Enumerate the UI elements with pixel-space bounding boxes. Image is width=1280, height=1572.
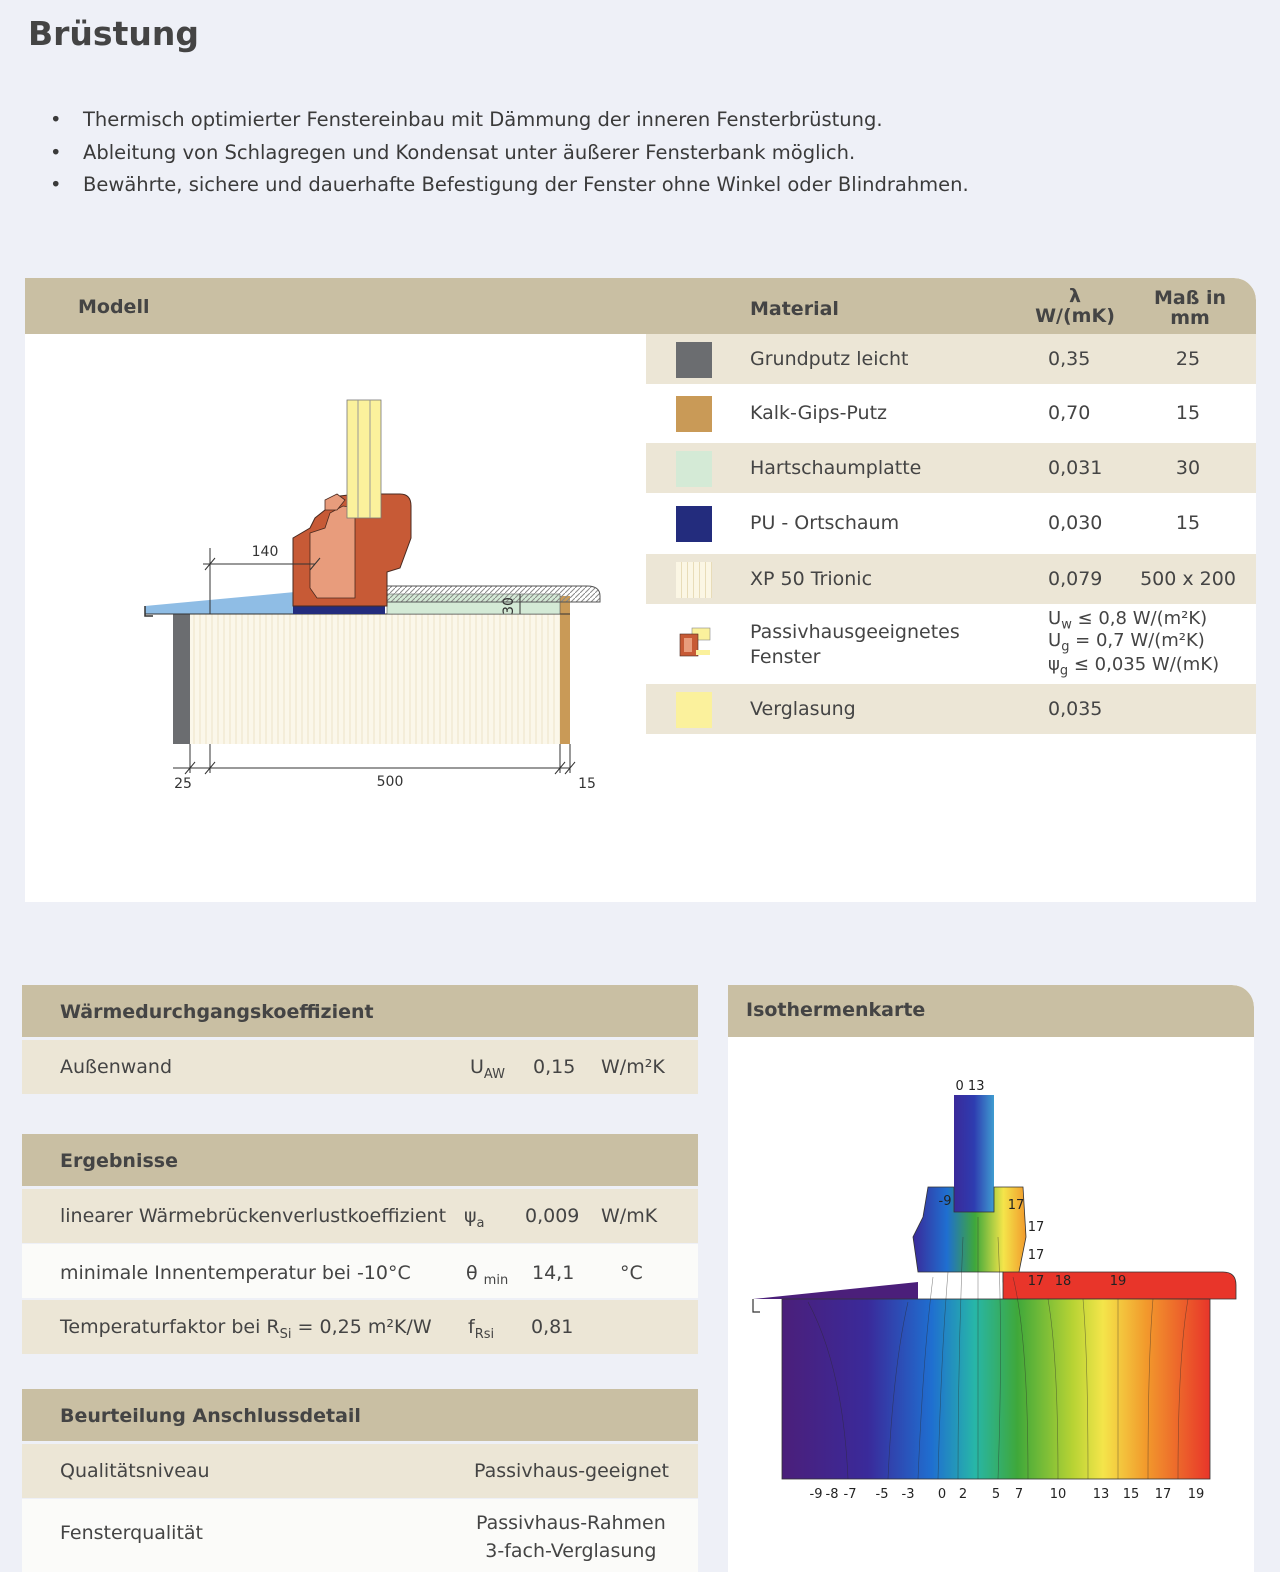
result-label: minimale Innentemperatur bei -10°C [60, 1262, 411, 1284]
material-lambda: 0,035 [1048, 698, 1103, 720]
size-heading [1135, 288, 1245, 328]
result-row [22, 1300, 698, 1354]
scale-label: 13 [1092, 1487, 1110, 1502]
scale-label: -9 [809, 1487, 823, 1502]
scale-label: -5 [875, 1487, 889, 1502]
uw-value: $U_w \le 0,8$ W/(m²K) [1048, 608, 1208, 633]
lambda-heading [1025, 286, 1125, 326]
material-lambda: 0,030 [1048, 512, 1103, 534]
material-swatch [676, 506, 712, 542]
material-size: 500 x 200 [1140, 568, 1236, 590]
symbol-main: ψ [464, 1205, 477, 1227]
model-heading: Modell [78, 296, 150, 318]
material-name: XP 50 Trionic [750, 568, 873, 590]
material-row [646, 334, 1256, 384]
iso-glazing [954, 1095, 994, 1215]
scale-label: 5 [991, 1487, 1001, 1502]
value-line1: Passivhaus-Rahmen [476, 1512, 666, 1534]
symbol-main: f [468, 1316, 475, 1338]
label-sub: Si [279, 1326, 292, 1342]
material-name: PU - Ortschaum [750, 512, 900, 534]
list-item: • Thermisch optimierter Fenstereinbau mit Dämmung der inneren Fensterbrüstung. [50, 104, 969, 137]
symbol-sub: min [483, 1272, 509, 1288]
material-name-line2: Fenster [750, 646, 821, 668]
dim-25: 25 [174, 776, 192, 792]
symbol-sub: a [476, 1215, 485, 1231]
material-swatch [676, 396, 712, 432]
list-item: • Bewährte, sichere und dauerhafte Befestigung der Fenster ohne Winkel oder Blindrahmen. [50, 169, 969, 202]
material-swatch [676, 342, 712, 378]
material-name [750, 620, 960, 670]
outer-plaster [173, 614, 190, 744]
scale-label: -3 [901, 1487, 915, 1502]
assessment-row [22, 1444, 698, 1498]
material-swatch [676, 692, 712, 728]
material-name-line1: Passivhausgeeignetes [750, 621, 960, 643]
scale-label: -7 [843, 1487, 857, 1502]
value-line2: 3-fach-Verglasung [485, 1540, 657, 1562]
material-size: 15 [1175, 402, 1201, 424]
scale-label: 7 [1014, 1487, 1024, 1502]
material-row [646, 443, 1256, 493]
material-lambda: 0,079 [1048, 568, 1103, 590]
assessment-value: Passivhaus-geeignet [474, 1460, 670, 1482]
page-title: Brüstung [28, 14, 199, 53]
symbol-sub: AW [483, 1066, 505, 1082]
scale-label: 19 [1187, 1487, 1205, 1502]
material-size: 15 [1175, 512, 1201, 534]
result-value: 0,81 [531, 1316, 574, 1338]
result-row [22, 1189, 698, 1243]
feature-list [50, 104, 969, 202]
scale-label: 2 [958, 1487, 968, 1502]
material-heading: Material [750, 298, 839, 320]
section-drawing [125, 388, 625, 808]
material-lambda: 0,031 [1048, 457, 1103, 479]
iso-label: -9 [938, 1194, 952, 1209]
scale-label: 10 [1049, 1487, 1067, 1502]
result-label [60, 1316, 432, 1342]
glazing [347, 400, 381, 518]
dim-15: 15 [578, 776, 596, 792]
iso-label: 18 [1054, 1274, 1072, 1289]
model-header [25, 278, 1256, 334]
result-label: linearer Wärmebrückenverlustkoeffizient [60, 1205, 447, 1227]
symbol-main: U [470, 1056, 484, 1078]
inner-plaster [560, 596, 570, 744]
iso-label: 17 [1027, 1274, 1045, 1289]
foam-layer [293, 606, 385, 614]
label-part: = 0,25 m²K/W [291, 1316, 432, 1338]
material-size: 25 [1175, 348, 1201, 370]
size-heading-line1: Maß in [1153, 287, 1227, 309]
material-row [646, 388, 1256, 438]
outer-sill [145, 592, 295, 614]
result-unit: W/mK [601, 1205, 658, 1227]
symbol-sub: Rsi [474, 1326, 495, 1342]
iso-label: 17 [1027, 1220, 1045, 1235]
result-symbol [468, 1316, 494, 1342]
assessment-label: Fensterqualität [60, 1522, 203, 1544]
material-name: Hartschaumplatte [750, 457, 922, 479]
isotherm-panel [728, 985, 1254, 1572]
result-value: 14,1 [532, 1262, 575, 1284]
psi-value: $\psi_g \le 0,035$ W/(mK) [1048, 654, 1220, 679]
material-name: Verglasung [750, 698, 856, 720]
result-symbol [464, 1205, 485, 1231]
result-unit: °C [620, 1262, 643, 1284]
lambda-symbol: λ [1068, 285, 1082, 307]
result-symbol [466, 1262, 508, 1288]
scale-label: 17 [1154, 1487, 1172, 1502]
window-icon [676, 624, 712, 660]
material-row [646, 684, 1256, 734]
results-title: Ergebnisse [22, 1134, 698, 1186]
list-item: • Ableitung von Schlagregen und Kondensat unter äußerer Fensterbank möglich. [50, 137, 969, 170]
isotherm-title: Isothermenkarte [728, 985, 1254, 1037]
iso-label: 17 [1007, 1198, 1025, 1213]
iso-label: 17 [1027, 1248, 1045, 1263]
symbol-main: θ [466, 1262, 484, 1284]
uvalue-title: Wärmedurchgangskoeffizient [22, 985, 698, 1037]
model-panel [25, 278, 1256, 902]
material-row [646, 604, 1256, 684]
material-name: Kalk-Gips-Putz [750, 402, 888, 424]
material-name: Grundputz leicht [750, 348, 909, 370]
uvalue-label: Außenwand [60, 1056, 173, 1078]
iso-top-label: 0 13 [955, 1079, 985, 1094]
lambda-unit: W/(mK) [1035, 305, 1115, 327]
uvalue-unit: W/m²K [601, 1056, 665, 1078]
scale-label: 0 [937, 1487, 947, 1502]
assessment-title: Beurteilung Anschlussdetail [22, 1389, 698, 1441]
material-swatch [676, 451, 712, 487]
iso-label: 19 [1109, 1274, 1127, 1289]
result-value: 0,009 [525, 1205, 580, 1227]
dim-500: 500 [376, 774, 404, 790]
material-lambda: 0,35 [1048, 348, 1091, 370]
assessment-label: Qualitätsniveau [60, 1460, 210, 1482]
scale-label: -8 [825, 1487, 839, 1502]
ug-value: $U_g = 0,7$ W/(m²K) [1048, 630, 1205, 655]
material-size: 30 [1175, 457, 1201, 479]
dim-140: 140 [251, 544, 279, 560]
uvalue-value: 0,15 [533, 1056, 576, 1078]
wall-block [190, 614, 560, 744]
scale-label: 15 [1122, 1487, 1140, 1502]
uvalue-row [22, 1040, 698, 1094]
inner-sill [387, 586, 600, 602]
assessment-row [22, 1499, 698, 1572]
material-row [646, 554, 1256, 604]
uvalue-symbol [470, 1056, 505, 1082]
assessment-value [476, 1509, 666, 1565]
result-row [22, 1244, 698, 1298]
material-row [646, 498, 1256, 548]
size-heading-line2: mm [1170, 307, 1210, 329]
material-swatch [676, 562, 712, 598]
material-lambda: 0,70 [1048, 402, 1091, 424]
dim-30: 30 [501, 597, 517, 615]
label-part: Temperaturfaktor bei R [60, 1316, 280, 1338]
isotherm-map [728, 1037, 1254, 1572]
